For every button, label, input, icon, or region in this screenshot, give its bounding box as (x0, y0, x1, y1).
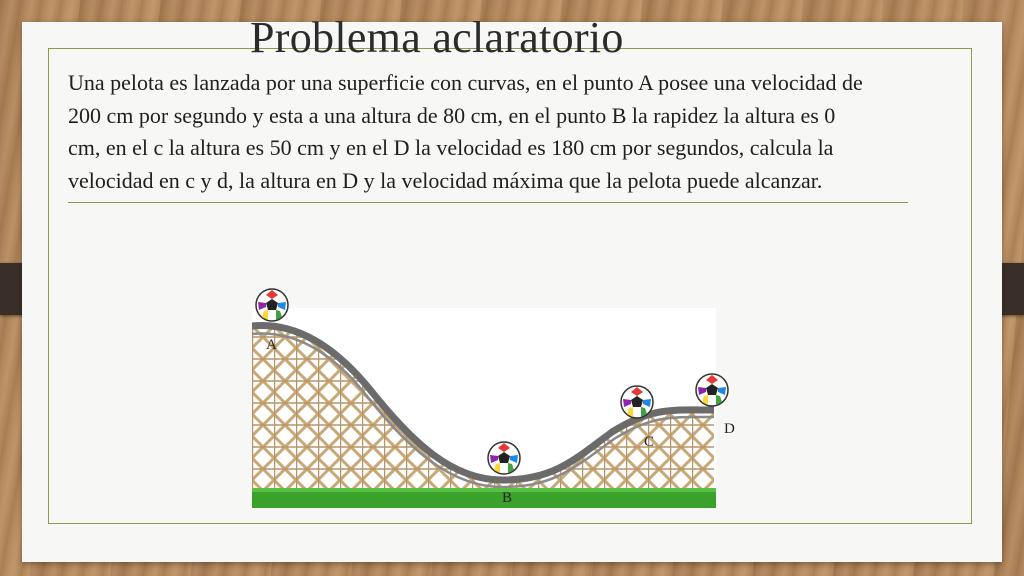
roller-coaster-diagram (252, 282, 735, 518)
text-underline-rule (68, 202, 908, 203)
point-label-c: C (644, 434, 655, 450)
point-label-b: B (502, 490, 513, 506)
point-label-a: A (266, 337, 277, 353)
slide-title: Problema aclaratorio (250, 13, 624, 62)
soccer-ball-icon (694, 372, 730, 408)
soccer-ball-icon (619, 384, 655, 420)
problem-text: Una pelota es lanzada por una superficie con curvas, en el punto A posee una velocidad de 200 cm por segundo y esta a una altura de 80 cm, en el punto B la rapidez la altura es 0 cm, en el c la altura es 50 cm y en el D la velocidad es 180 cm por segundos, calcula la velocidad en c y d, la altura en D y la velocidad máxima que la pelota puede alcanzar. (68, 70, 863, 193)
point-label-d: D (724, 421, 735, 437)
soccer-ball-icon (486, 440, 522, 476)
soccer-ball-icon (254, 287, 290, 323)
